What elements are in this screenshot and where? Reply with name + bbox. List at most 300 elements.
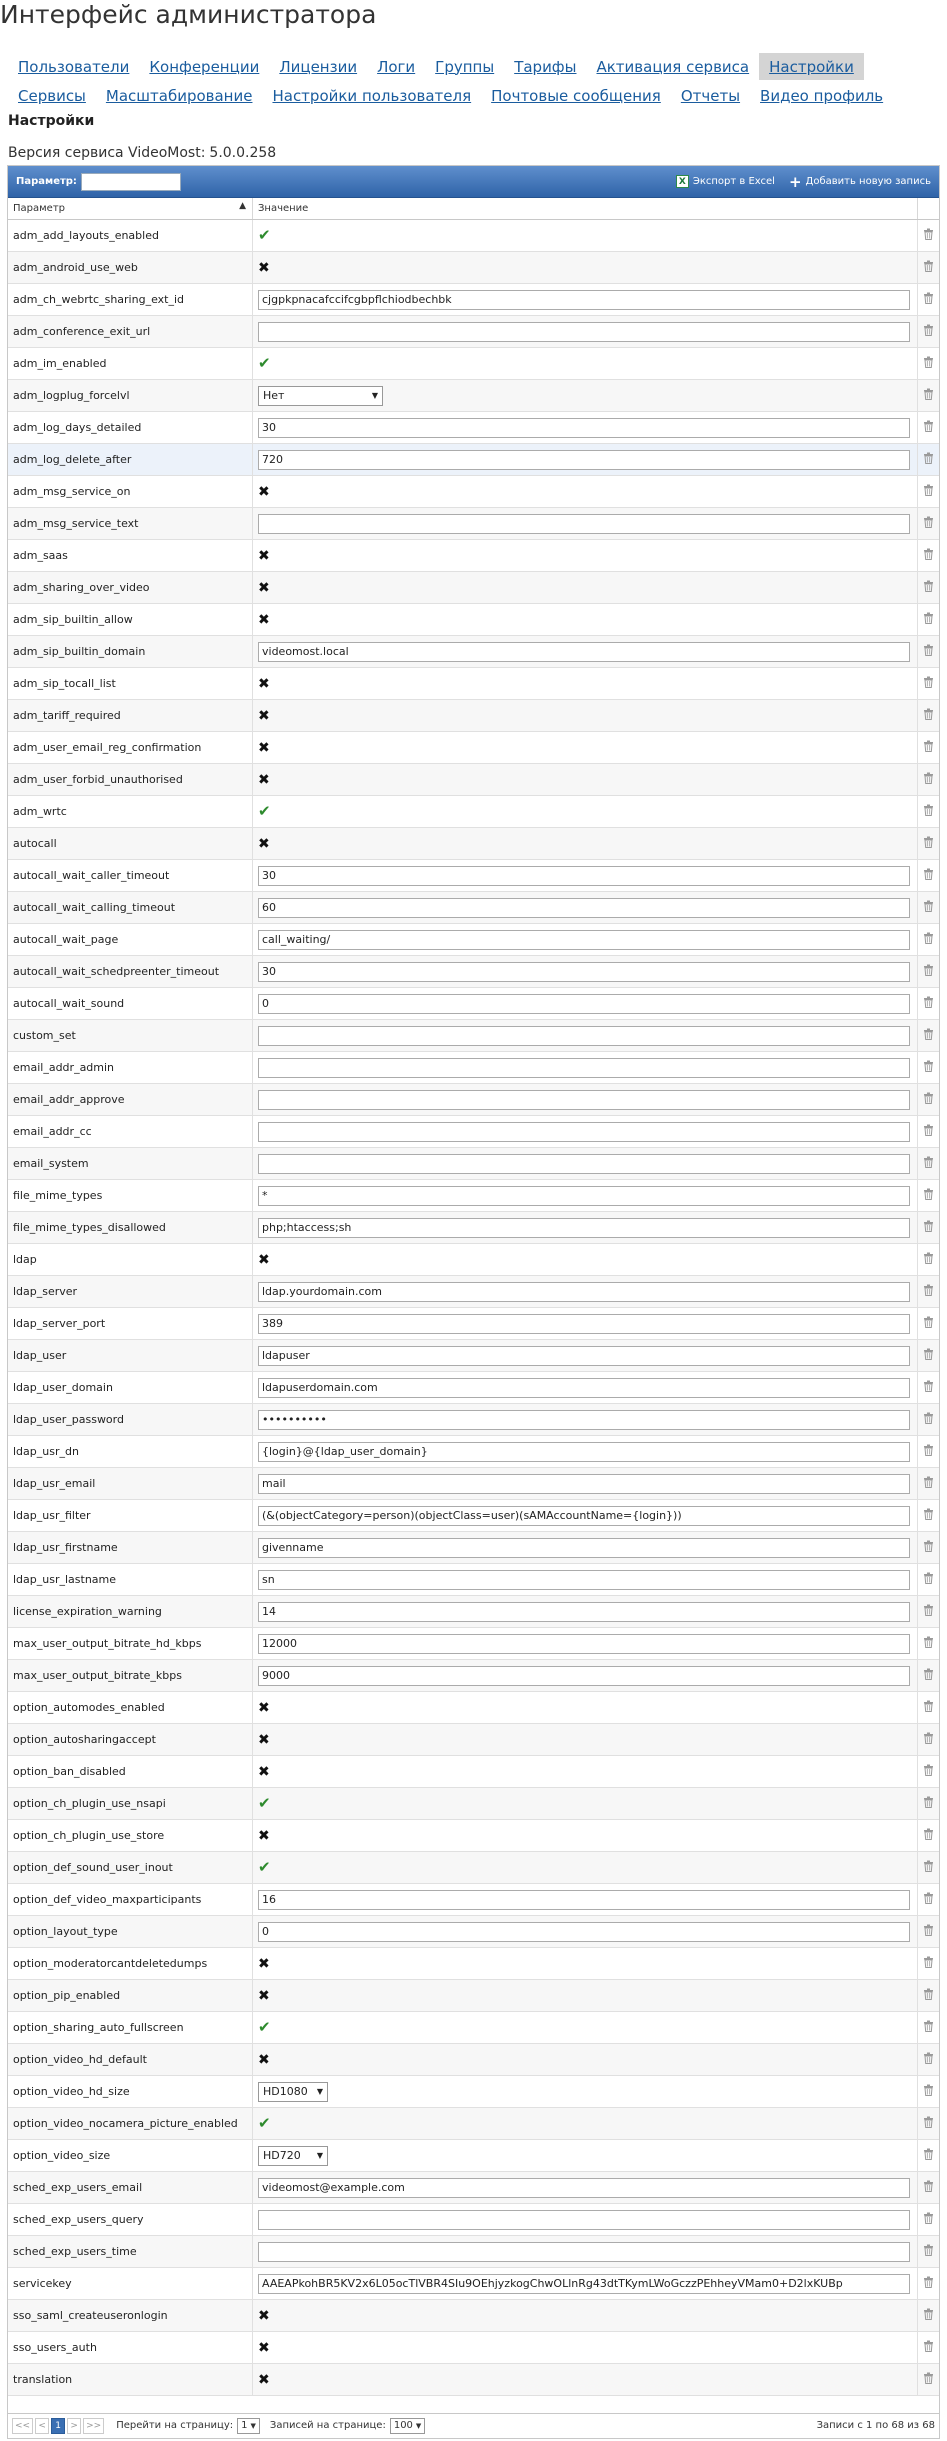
param-value-input[interactable]: givenname [258,1538,910,1558]
add-record-button[interactable] [788,172,931,191]
trash-icon[interactable] [923,1412,934,1427]
param-value-cell [253,1020,918,1051]
trash-icon[interactable] [923,2116,934,2131]
table-row [8,2140,939,2172]
param-value-cell [253,316,918,347]
table-row [8,636,939,668]
trash-icon[interactable] [923,932,934,947]
trash-icon[interactable] [923,2020,934,2035]
nav-tab[interactable]: Логи [367,53,425,80]
trash-icon[interactable] [923,1732,934,1747]
cross-icon[interactable]: ✖ [258,483,270,500]
param-value-cell [253,1788,918,1819]
trash-icon[interactable] [923,772,934,787]
trash-icon[interactable] [923,1924,934,1939]
trash-icon[interactable] [923,1028,934,1043]
trash-icon[interactable] [923,964,934,979]
cross-icon[interactable]: ✖ [258,579,270,596]
param-value-input[interactable]: * [258,1186,910,1206]
delete-cell [918,2108,939,2139]
version-value: 5.0.0.258 [209,145,277,161]
table-row [8,2204,939,2236]
param-name: max_user_output_bitrate_kbps [8,1660,253,1691]
excel-icon: X [676,175,689,188]
param-value-cell [253,700,918,731]
settings-grid [7,165,940,2439]
trash-icon[interactable] [923,1508,934,1523]
param-value-input[interactable]: ldapuser [258,1346,910,1366]
table-row [8,2300,939,2332]
param-value-input[interactable]: mail [258,1474,910,1494]
table-row [8,1724,939,1756]
nav-tab[interactable]: Активация сервиса [586,53,759,80]
param-name: email_system [8,1148,253,1179]
delete-cell [918,476,939,507]
checkmark-icon[interactable]: ✔ [258,354,271,372]
param-value-input[interactable]: videomost.local [258,642,910,662]
table-row [8,1372,939,1404]
param-value-input[interactable]: sn [258,1570,910,1590]
cross-icon[interactable]: ✖ [258,1251,270,1268]
cross-icon[interactable]: ✖ [258,1763,270,1780]
table-row [8,2268,939,2300]
trash-icon[interactable] [923,228,934,243]
param-name: ldap_user_domain [8,1372,253,1403]
param-value-input[interactable]: •••••••••• [258,1410,910,1430]
param-value-cell [253,2332,918,2363]
table-row [8,956,939,988]
trash-icon[interactable] [923,1348,934,1363]
goto-page-select[interactable] [237,2418,260,2434]
first-page-button[interactable]: << [12,2418,33,2434]
param-value-input[interactable]: 60 [258,898,910,918]
param-value-cell [253,2300,918,2331]
per-page-select[interactable] [390,2418,425,2434]
filter-label: Параметр: [16,176,77,187]
nav-tab[interactable]: Лицензии [269,53,367,80]
cross-icon[interactable]: ✖ [258,259,270,276]
trash-icon[interactable] [923,1764,934,1779]
table-row [8,252,939,284]
param-value-input[interactable]: 30 [258,418,910,438]
nav-tab[interactable]: Пользователи [8,53,139,80]
param-value-cell [253,1500,918,1531]
delete-cell [918,668,939,699]
table-row [8,1020,939,1052]
trash-icon[interactable] [923,1156,934,1171]
select-value: HD1080 [263,2085,308,2098]
param-value-cell [253,1916,918,1947]
param-name: adm_conference_exit_url [8,316,253,347]
delete-cell [918,1532,939,1563]
trash-icon[interactable] [923,356,934,371]
param-value-cell [253,380,918,411]
delete-cell [918,1596,939,1627]
param-name: autocall [8,828,253,859]
table-row [8,1116,939,1148]
param-value-cell [253,1404,918,1435]
param-value-input[interactable]: ldap.yourdomain.com [258,1282,910,1302]
table-row [8,1756,939,1788]
param-name: adm_android_use_web [8,252,253,283]
checkmark-icon[interactable]: ✔ [258,2018,271,2036]
trash-icon[interactable] [923,1636,934,1651]
trash-icon[interactable] [923,1220,934,1235]
trash-icon[interactable] [923,1092,934,1107]
cross-icon[interactable]: ✖ [258,1827,270,1844]
last-page-button[interactable]: >> [83,2418,104,2434]
trash-icon[interactable] [923,676,934,691]
param-value-input[interactable]: 12000 [258,1634,910,1654]
cross-icon[interactable]: ✖ [258,707,270,724]
trash-icon[interactable] [923,2340,934,2355]
param-value-input[interactable]: 9000 [258,1666,910,1686]
param-value-input[interactable]: cjgpkpnacafccifcgbpflchiodbechbk [258,290,910,310]
version-line [8,145,276,161]
cross-icon[interactable]: ✖ [258,2339,270,2356]
table-row [8,316,939,348]
table-row [8,2076,939,2108]
trash-icon[interactable] [923,1060,934,1075]
column-header-value[interactable] [253,198,918,219]
param-name: sso_saml_createuseronlogin [8,2300,253,2331]
trash-icon[interactable] [923,1700,934,1715]
nav-tab[interactable]: Сервисы [8,82,96,109]
param-name: adm_wrtc [8,796,253,827]
table-row [8,1660,939,1692]
nav-tab[interactable]: Конференции [139,53,269,80]
trash-icon[interactable] [923,1892,934,1907]
checkmark-icon[interactable]: ✔ [258,226,271,244]
trash-icon[interactable] [923,1828,934,1843]
trash-icon[interactable] [923,2052,934,2067]
delete-cell [918,1628,939,1659]
trash-icon[interactable] [923,1124,934,1139]
trash-icon[interactable] [923,484,934,499]
delete-cell [918,732,939,763]
table-row [8,700,939,732]
export-excel-button[interactable] [676,175,775,188]
param-value-input[interactable]: AAEAPkohBR5KV2x6L05ocTlVBR4SIu9OEhjyzkogChwOLlnRg43dtTKymLWoGczzPEhheyVMam0+D2lxKUBp [258,2274,910,2294]
param-value-cell [253,1308,918,1339]
dropdown-arrow-icon: ▼ [415,2421,422,2430]
trash-icon[interactable] [923,836,934,851]
cross-icon[interactable]: ✖ [258,739,270,756]
trash-icon[interactable] [923,452,934,467]
delete-cell [918,1084,939,1115]
delete-cell [918,2172,939,2203]
param-value-input[interactable]: {login}@{ldap_user_domain} [258,1442,910,1462]
current-page-button[interactable]: 1 [51,2418,65,2434]
next-page-button[interactable]: > [67,2418,81,2434]
trash-icon[interactable] [923,708,934,723]
param-value-select[interactable] [258,2146,328,2166]
delete-cell [918,444,939,475]
param-value-cell [253,476,918,507]
delete-cell [918,1788,939,1819]
nav-tab[interactable]: Настройки пользователя [262,82,481,109]
trash-icon[interactable] [923,1668,934,1683]
param-name: option_def_video_maxparticipants [8,1884,253,1915]
cross-icon[interactable]: ✖ [258,2051,270,2068]
trash-icon[interactable] [923,1188,934,1203]
cross-icon[interactable]: ✖ [258,547,270,564]
param-value-cell [253,540,918,571]
nav-tab[interactable]: Тарифы [504,53,586,80]
param-name: option_ch_plugin_use_store [8,1820,253,1851]
trash-icon[interactable] [923,2084,934,2099]
param-value-cell [253,1084,918,1115]
param-value-cell [253,1628,918,1659]
param-value-cell [253,1116,918,1147]
table-row [8,1500,939,1532]
delete-cell [918,1020,939,1051]
param-value-input[interactable] [258,1058,910,1078]
delete-cell [918,828,939,859]
trash-icon[interactable] [923,292,934,307]
table-row [8,1820,939,1852]
cross-icon[interactable]: ✖ [258,675,270,692]
table-row [8,2172,939,2204]
table-row [8,828,939,860]
table-row [8,284,939,316]
trash-icon[interactable] [923,420,934,435]
table-row [8,2364,939,2396]
cross-icon[interactable]: ✖ [258,1987,270,2004]
param-value-input[interactable]: 0 [258,994,910,1014]
delete-cell [918,988,939,1019]
param-value-cell [253,956,918,987]
trash-icon[interactable] [923,548,934,563]
param-name: option_sharing_auto_fullscreen [8,2012,253,2043]
param-name: option_automodes_enabled [8,1692,253,1723]
param-name: servicekey [8,2268,253,2299]
param-value-cell [253,860,918,891]
param-name: ldap_server [8,1276,253,1307]
prev-page-button[interactable]: < [35,2418,49,2434]
checkmark-icon[interactable]: ✔ [258,1794,271,1812]
param-value-input[interactable]: 30 [258,962,910,982]
table-row [8,444,939,476]
delete-cell [918,284,939,315]
param-value-input[interactable]: ldapuserdomain.com [258,1378,910,1398]
param-name: adm_log_days_detailed [8,412,253,443]
table-row [8,412,939,444]
param-name: option_moderatorcantdeletedumps [8,1948,253,1979]
param-value-input[interactable] [258,514,910,534]
delete-cell [918,1660,939,1691]
trash-icon[interactable] [923,1540,934,1555]
param-name: adm_user_email_reg_confirmation [8,732,253,763]
trash-icon[interactable] [923,2212,934,2227]
param-value-cell [253,924,918,955]
goto-page-label: Перейти на страницу: [116,2420,234,2431]
trash-icon[interactable] [923,612,934,627]
delete-cell [918,508,939,539]
param-value-cell [253,1820,918,1851]
delete-cell [918,1884,939,1915]
delete-cell [918,2300,939,2331]
trash-icon[interactable] [923,388,934,403]
param-value-cell [253,1372,918,1403]
param-value-cell [253,1532,918,1563]
delete-cell [918,892,939,923]
param-value-input[interactable]: 720 [258,450,910,470]
goto-page-value: 1 [241,2420,248,2431]
param-name: ldap_user [8,1340,253,1371]
trash-icon[interactable] [923,1316,934,1331]
cross-icon[interactable]: ✖ [258,835,270,852]
delete-cell [918,540,939,571]
param-name: ldap_user_password [8,1404,253,1435]
param-value-input[interactable]: 30 [258,866,910,886]
delete-cell [918,1820,939,1851]
dropdown-arrow-icon: ▼ [316,2151,323,2160]
param-value-select[interactable] [258,2082,328,2102]
delete-cell [918,860,939,891]
param-value-input[interactable] [258,1122,910,1142]
param-name: option_pip_enabled [8,1980,253,2011]
trash-icon[interactable] [923,804,934,819]
trash-icon[interactable] [923,1476,934,1491]
param-value-input[interactable] [258,2210,910,2230]
param-value-input[interactable] [258,1026,910,1046]
trash-icon[interactable] [923,740,934,755]
trash-icon[interactable] [923,900,934,915]
param-value-input[interactable]: 389 [258,1314,910,1334]
delete-cell [918,956,939,987]
param-value-cell [253,1148,918,1179]
nav-tabs-primary [8,53,864,80]
table-row [8,1404,939,1436]
delete-cell [918,252,939,283]
param-name: autocall_wait_caller_timeout [8,860,253,891]
param-value-input[interactable]: 16 [258,1890,910,1910]
param-value-cell [253,668,918,699]
param-name: adm_user_forbid_unauthorised [8,764,253,795]
delete-cell [918,572,939,603]
param-name: license_expiration_warning [8,1596,253,1627]
param-value-cell [253,892,918,923]
trash-icon[interactable] [923,1380,934,1395]
trash-icon[interactable] [923,324,934,339]
param-value-cell [253,444,918,475]
cross-icon[interactable]: ✖ [258,1699,270,1716]
trash-icon[interactable] [923,1956,934,1971]
cross-icon[interactable]: ✖ [258,2307,270,2324]
trash-icon[interactable] [923,1860,934,1875]
trash-icon[interactable] [923,2180,934,2195]
table-row [8,988,939,1020]
trash-icon[interactable] [923,1796,934,1811]
trash-icon[interactable] [923,2308,934,2323]
trash-icon[interactable] [923,2244,934,2259]
nav-tab[interactable]: Настройки [759,53,864,80]
add-record-label: Добавить новую запись [805,176,931,187]
trash-icon[interactable] [923,1284,934,1299]
param-value-input[interactable]: 0 [258,1922,910,1942]
cross-icon[interactable]: ✖ [258,771,270,788]
param-name: sched_exp_users_query [8,2204,253,2235]
param-value-input[interactable] [258,2242,910,2262]
delete-cell [918,1340,939,1371]
toolbar-actions [662,172,931,191]
param-name: adm_saas [8,540,253,571]
param-name: adm_msg_service_text [8,508,253,539]
param-value-select[interactable] [258,386,383,406]
trash-icon[interactable] [923,260,934,275]
param-value-input[interactable] [258,1154,910,1174]
cross-icon[interactable]: ✖ [258,2371,270,2388]
param-value-cell [253,2140,918,2171]
delete-cell [918,1852,939,1883]
cross-icon[interactable]: ✖ [258,611,270,628]
cross-icon[interactable]: ✖ [258,1955,270,1972]
delete-cell [918,1564,939,1595]
trash-icon[interactable] [923,1444,934,1459]
checkmark-icon[interactable]: ✔ [258,2114,271,2132]
table-row [8,1340,939,1372]
param-name: adm_sip_builtin_domain [8,636,253,667]
param-value-cell [253,764,918,795]
trash-icon[interactable] [923,1572,934,1587]
trash-icon[interactable] [923,2148,934,2163]
param-value-input[interactable] [258,1090,910,1110]
param-value-input[interactable]: 14 [258,1602,910,1622]
trash-icon[interactable] [923,644,934,659]
grid-toolbar [8,166,939,198]
nav-tab[interactable]: Видео профиль [750,82,893,109]
table-row [8,764,939,796]
param-value-input[interactable]: (&(objectCategory=person)(objectClass=user)(sAMAccountName={login})) [258,1506,910,1526]
column-header-param[interactable] [8,198,253,219]
nav-tab[interactable]: Масштабирование [96,82,263,109]
param-filter-input[interactable] [81,173,181,191]
delete-cell [918,1756,939,1787]
trash-icon[interactable] [923,1988,934,2003]
column-header-value-label: Значение [258,203,309,214]
nav-tab[interactable]: Группы [425,53,504,80]
param-name: sched_exp_users_time [8,2236,253,2267]
param-value-input[interactable]: call_waiting/ [258,930,910,950]
table-row [8,1692,939,1724]
dropdown-arrow-icon: ▼ [371,391,378,400]
param-name: email_addr_admin [8,1052,253,1083]
cross-icon[interactable]: ✖ [258,1731,270,1748]
nav-tab[interactable]: Почтовые сообщения [481,82,671,109]
table-row [8,1244,939,1276]
trash-icon[interactable] [923,516,934,531]
table-row [8,1628,939,1660]
checkmark-icon[interactable]: ✔ [258,802,271,820]
param-name: translation [8,2364,253,2395]
trash-icon[interactable] [923,868,934,883]
delete-cell [918,2140,939,2171]
param-value-input[interactable]: videomost@example.com [258,2178,910,2198]
trash-icon[interactable] [923,2276,934,2291]
param-value-input[interactable] [258,322,910,342]
param-value-cell [253,1884,918,1915]
trash-icon[interactable] [923,1604,934,1619]
param-value-input[interactable]: php;htaccess;sh [258,1218,910,1238]
trash-icon[interactable] [923,996,934,1011]
nav-tab[interactable]: Отчеты [671,82,750,109]
trash-icon[interactable] [923,1252,934,1267]
trash-icon[interactable] [923,2372,934,2387]
checkmark-icon[interactable]: ✔ [258,1858,271,1876]
param-value-cell [253,1948,918,1979]
trash-icon[interactable] [923,580,934,595]
